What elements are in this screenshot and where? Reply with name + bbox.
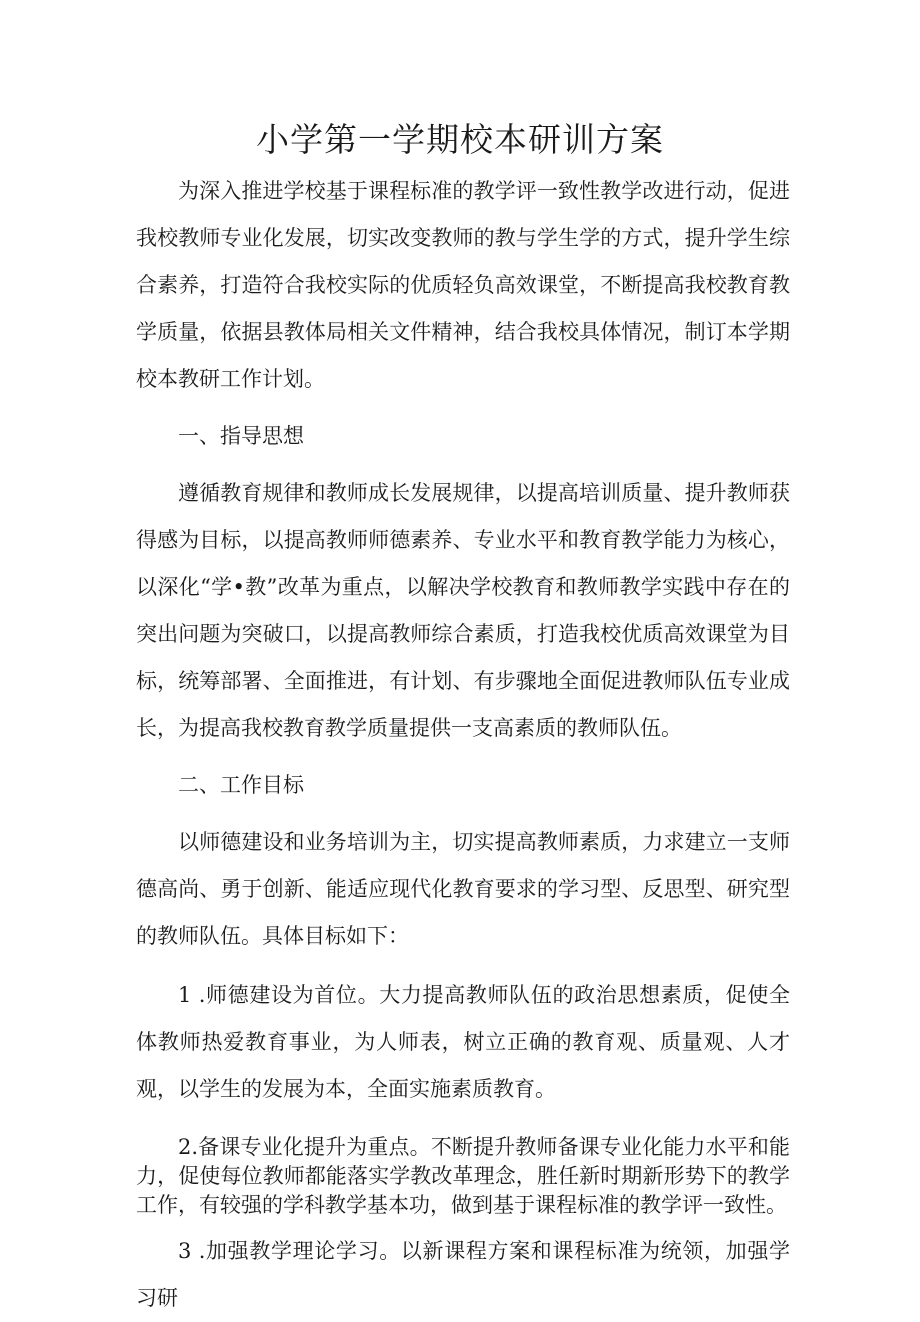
section-heading-work-goals: 二、工作目标: [178, 773, 304, 797]
document-title: 小学第一学期校本研训方案: [256, 120, 664, 159]
goal-item-2: 2.备课专业化提升为重点。不断提升教师备课专业化能力水平和能力，促使每位教师都能落实学教改革理念，胜任新时期新形势下的教学工作，有较强的学科教学基本功，做到基于课程标准的教学评一致性。: [136, 1135, 790, 1217]
goal-item-1: 1 .师德建设为首位。大力提高教师队伍的政治思想素质，促使全体教师热爱教育事业，为人师表，树立正确的教育观、质量观、人才观，以学生的发展为本，全面实施素质教育。: [136, 983, 790, 1101]
guiding-ideology-paragraph: 遵循教育规律和教师成长发展规律，以提高培训质量、提升教师获得感为目标，以提高教师师德素养、专业水平和教育教学能力为核心，以深化“学•教”改革为重点，以解决学校教育和教师教学实践中存在的突出问题为突破口，以提高教师综合素质，打造我校优质高效课堂为目标，统筹部署、全面推进，有计划、有步骤地全面促进教师队伍专业成长，为提高我校教育教学质量提供一支高素质的教师队伍。: [136, 481, 790, 740]
intro-paragraph: 为深入推进学校基于课程标准的教学评一致性教学改进行动，促进我校教师专业化发展，切实改变教师的教与学生学的方式，提升学生综合素养，打造符合我校实际的优质轻负高效课堂，不断提高我校教育教学质量，依据县教体局相关文件精神，结合我校具体情况，制订本学期校本教研工作计划。: [136, 179, 790, 391]
goal-item-3: 3 .加强教学理论学习。以新课程方案和课程标准为统领，加强学习研: [136, 1239, 790, 1310]
work-goals-paragraph: 以师德建设和业务培训为主，切实提高教师素质，力求建立一支师德高尚、勇于创新、能适应现代化教育要求的学习型、反思型、研究型的教师队伍。具体目标如下：: [136, 830, 790, 948]
document-body: [136, 168, 790, 1322]
section-heading-guiding-ideology: 一、指导思想: [178, 424, 304, 448]
